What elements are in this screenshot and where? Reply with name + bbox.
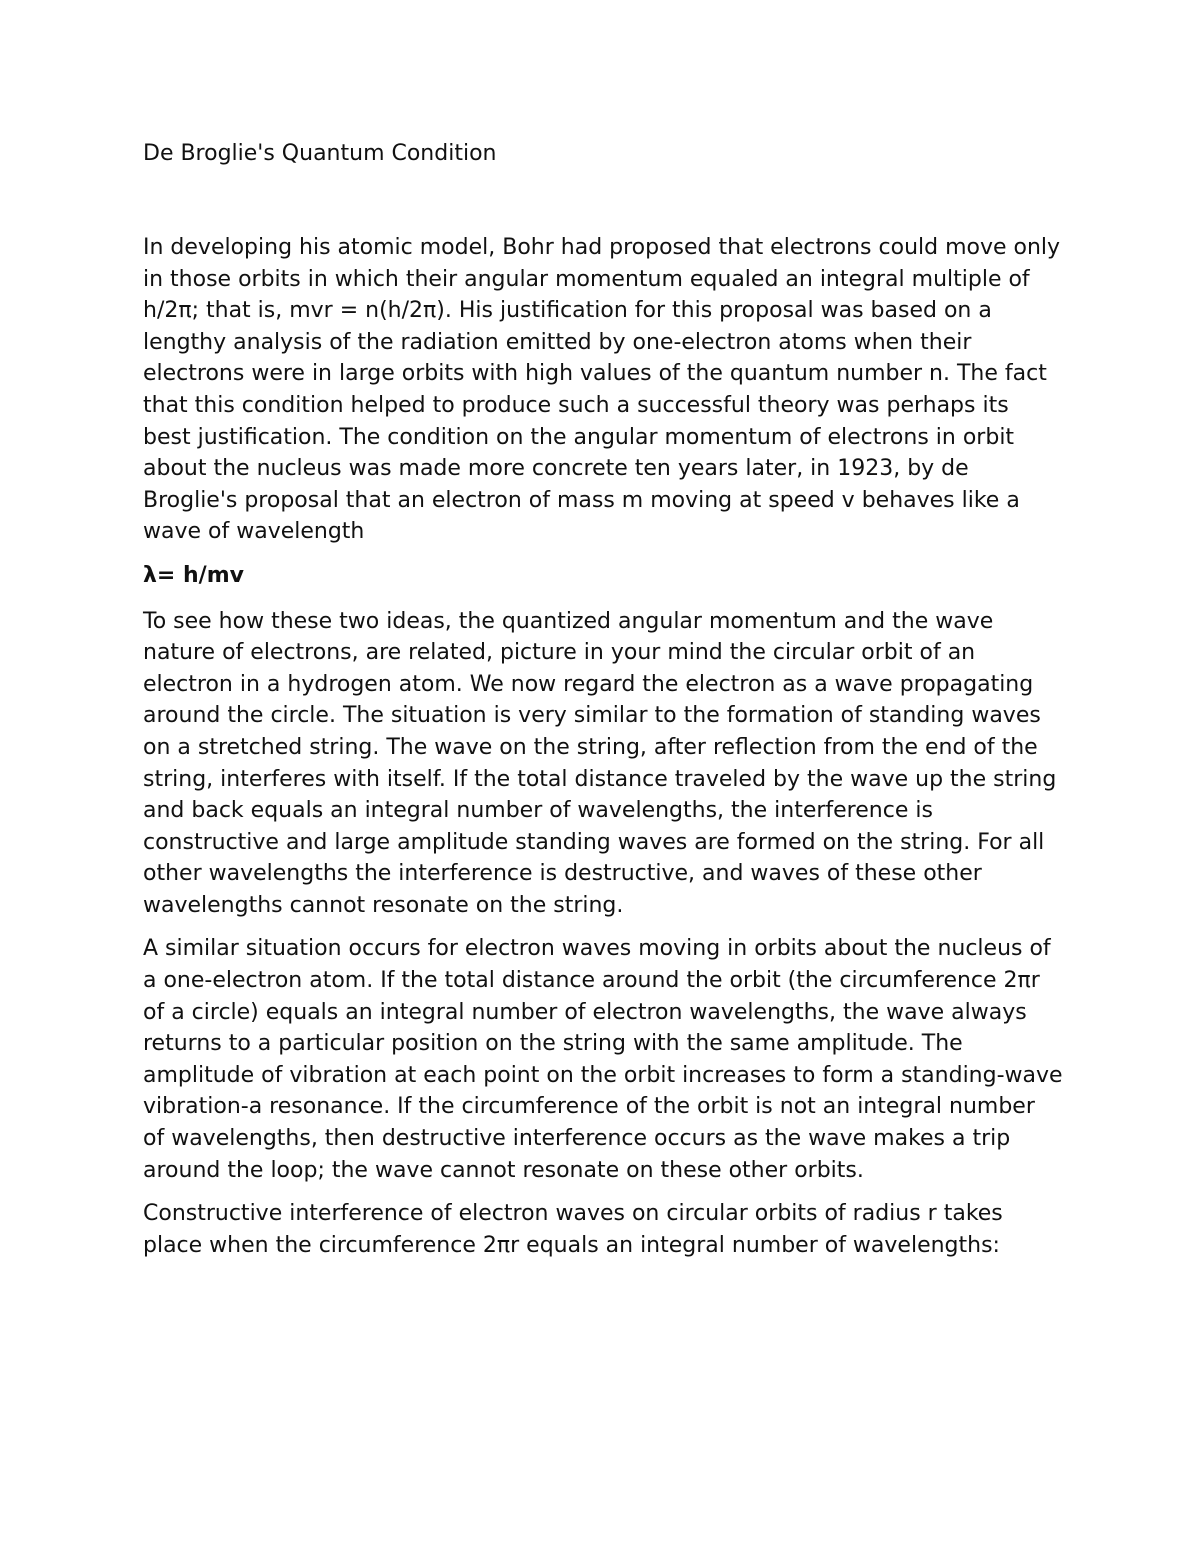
paragraph-standing-waves: To see how these two ideas, the quantized angular momentum and the wave nature of electrons, are related, picture in your mind the circular orbit of an electron in a hydrogen atom. We now regard the electron as a wave propagating around the circle. The situation is very similar to the formation of standing waves on a stretched string. The wave on the string, after reflection from the end of the string, interferes with itself. If the total distance traveled by the wave up the string and back equals an integral number of wavelengths, the interference is constructive and large amplitude standing waves are formed on the string. For all other wavelengths the interference is destructive, and waves of these other wavelengths cannot resonate on the string. bbox=[143, 608, 1057, 918]
document-body bbox=[143, 138, 1063, 1273]
paragraph-constructive-interference: Constructive interference of electron waves on circular orbits of radius r takes place when the circumference 2πr equals an integral number of wavelengths: bbox=[143, 1201, 1003, 1258]
equation-de-broglie: λ= h/mv bbox=[143, 562, 244, 588]
paragraph-electron-orbits: A similar situation occurs for electron waves moving in orbits about the nucleus of a one-electron atom. If the total distance around the orbit (the circumference 2πr of a circle) equals an integral number of electron wavelengths, the wave always returns to a particular position on the string with the same amplitude. The amplitude of vibration at each point on the orbit increases to form a standing-wave vibration-a resonance. If the circumference of the orbit is not an integral number of wavelengths, then destructive interference occurs as the wave makes a trip around the loop; the wave cannot resonate on these other orbits. bbox=[143, 936, 1063, 1183]
document-title: De Broglie's Quantum Condition bbox=[143, 141, 497, 166]
paragraph-bohr-model: In developing his atomic model, Bohr had proposed that electrons could move only in those orbits in which their angular momentum equaled an integral multiple of h/2π; that is, mvr = n(h/2π). His justification for this proposal was based on a lengthy analysis of the radiation emitted by one-electron atoms when their electrons were in large orbits with high values of the quantum number n. The fact that this condition helped to produce such a successful theory was perhaps its best justification. The condition on the angular momentum of electrons in orbit about the nucleus was made more concrete ten years later, in 1923, by de Broglie's proposal that an electron of mass m moving at speed v behaves like a wave of wavelength bbox=[143, 235, 1061, 545]
